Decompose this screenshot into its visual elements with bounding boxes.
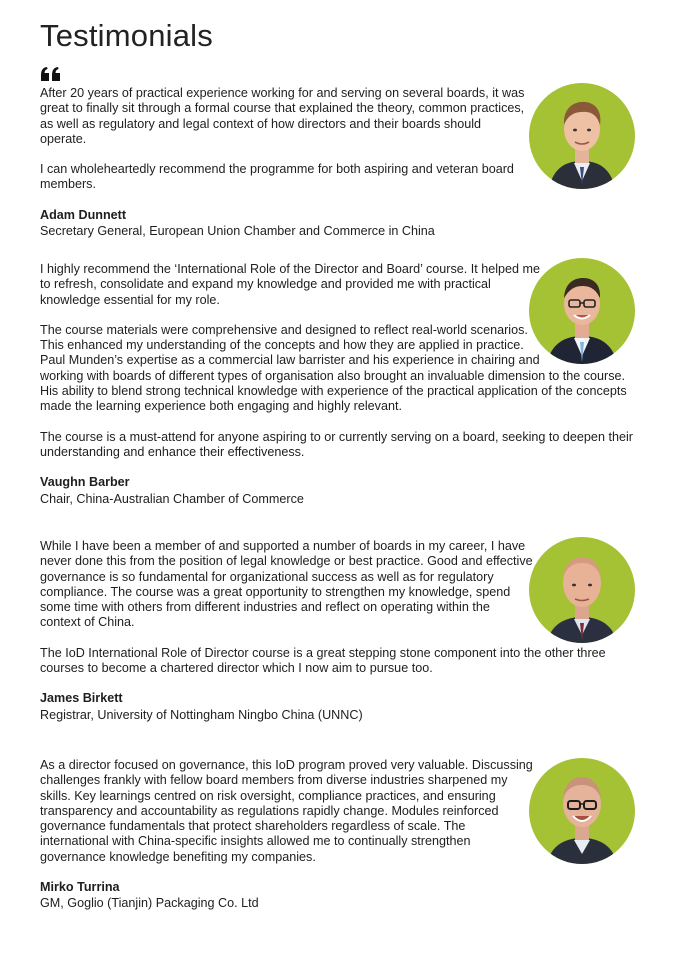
avatar-james-birkett (529, 537, 635, 643)
testimonial-paragraph: After 20 years of practical experience working for and serving on several boards, it was great to finally sit through a formal course that explained the theory, common practices, as well as regulatory and legal context of how directors and their boards should operate. (40, 86, 525, 146)
author-name: Mirko Turrina (40, 880, 120, 895)
author-name: Adam Dunnett (40, 207, 127, 222)
author-role: Chair, China-Australian Chamber of Commerce (40, 491, 304, 506)
testimonial-paragraph: The course is a must-attend for anyone aspiring to or currently serving on a board, seeking to deepen their understanding and enhance their effectiveness. (40, 429, 633, 459)
avatar-adam-dunnett (529, 83, 635, 189)
testimonial-paragraph: While I have been a member of and supported a number of boards in my career, I have never done this from the position of legal knowledge or best practice. Good and effective governance is so fundamental for organizational success as well as for regulatory compliance. The course was a great opportunity to strengthen my knowledge, spend some time with others from different industries and reflect on operating within the context of China. (40, 539, 533, 630)
testimonial-paragraph: As a director focused on governance, this IoD program proved very valuable. Discussing challenges frankly with fellow board members from diverse industries sharpened my skills. Key learnings centred on risk oversight, compliance practices, and ensuring transparency and accountability as regulations rapidly change. Modules reinforced governance fundamentals that protect shareholders regardless of scale. The international with China-specific insights allowed me to continually strengthen governance knowledge benefiting my companies. (40, 758, 533, 864)
author-role: GM, Goglio (Tianjin) Packaging Co. Ltd (40, 896, 259, 911)
testimonial-paragraph: I highly recommend the ‘International Role of the Director and Board’ course. It helped me to refresh, consolidate and expand my knowledge and provided me with practical knowledge essential for my role. (40, 262, 541, 307)
author-name: Vaughn Barber (40, 475, 130, 490)
avatar-mirko-turrina (529, 758, 635, 864)
testimonial-paragraph: The IoD International Role of Director course is a great stepping stone component into the other three courses to become a chartered director which I now aim to pursue too. (40, 645, 606, 676)
page-title: Testimonials (40, 18, 213, 53)
avatar-vaughn-barber (529, 258, 635, 364)
testimonial-paragraph: I can wholeheartedly recommend the programme for both aspiring and veteran board members. (40, 162, 514, 192)
author-name: James Birkett (40, 691, 123, 706)
testimonial-paragraph: The course materials were comprehensive and designed to reflect real-world scenarios. This enhanced my understanding of the concepts and how they are applied in practice. Paul Munden’s expertise as a commercial law barrister and his experience in chairing and working with boards of different types of organisation also brought an invaluable dimension to the course. His ability to blend strong technical knowledge with experience of the practical application of the concepts made the learning experience both engaging and highly relevant. (40, 322, 627, 414)
quote-mark-icon (40, 66, 62, 82)
author-role: Secretary General, European Union Chamber and Commerce in China (40, 224, 435, 239)
author-role: Registrar, University of Nottingham Ningbo China (UNNC) (40, 707, 363, 722)
